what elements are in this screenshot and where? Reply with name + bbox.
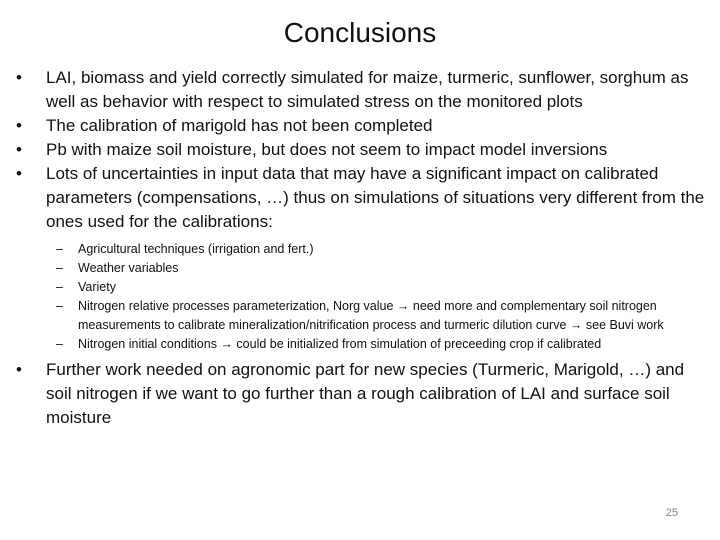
bullet-item [16, 138, 706, 162]
sub-bullet-text-part: could be initialized from simulation of preceeding crop if calibrated [232, 337, 602, 351]
bullet-text: Lots of uncertainties in input data that may have a significant impact on calibrated parameters (compensations, …) thus on simulations of situations very different from the ones used for the calibrations: [46, 164, 705, 231]
sub-bullet-text-part: Nitrogen initial conditions [78, 337, 221, 351]
sub-bullet-text [78, 335, 706, 354]
dash-mark: – [56, 242, 63, 256]
bullet-text: Further work needed on agronomic part for new species (Turmeric, Marigold, …) and soil nitrogen if we want to go further than a rough calibration of LAI and surface soil moisture [46, 360, 685, 427]
bullet-mark: • [16, 68, 22, 87]
slide-title: Conclusions [283, 17, 437, 48]
dash-mark: – [56, 299, 63, 313]
sub-bullet-text-part: Nitrogen relative processes parameterization, Norg value [78, 299, 397, 313]
bullet-mark: • [16, 360, 22, 379]
bullet-item [16, 162, 706, 234]
slide-body [16, 66, 706, 430]
bullet-item [16, 66, 706, 114]
sub-bullet-item [56, 278, 706, 297]
sub-bullet-text-part: need more and complementary soil nitrogen measurements to calibrate mineralization/nitrification process and turmeric dilution curve [78, 299, 657, 332]
sub-bullet-text-part: see Buvi work [582, 318, 664, 332]
dash-mark: – [56, 337, 63, 351]
bullet-mark: • [16, 140, 22, 159]
arrow-right-icon: → [569, 318, 583, 332]
bullet-mark: • [16, 116, 22, 135]
sub-bullet-text: Weather variables [78, 261, 179, 275]
bullet-item [16, 114, 706, 138]
sub-bullet-text [78, 297, 706, 335]
sub-bullet-item [56, 240, 706, 259]
sub-bullet-item [56, 259, 706, 278]
sub-bullet-item [56, 297, 706, 335]
arrow-right-icon: → [396, 299, 410, 313]
bullet-item [16, 358, 706, 430]
sub-bullet-item [56, 335, 706, 354]
sub-bullet-list [56, 240, 706, 354]
bullet-text: LAI, biomass and yield correctly simulated for maize, turmeric, sunflower, sorghum as well as behavior with respect to simulated stress on the monitored plots [46, 68, 689, 111]
dash-mark: – [56, 261, 63, 275]
bullet-mark: • [16, 164, 22, 183]
bullet-text: The calibration of marigold has not been completed [46, 116, 433, 135]
dash-mark: – [56, 280, 63, 294]
page-number: 25 [665, 507, 678, 519]
arrow-right-icon: → [220, 337, 233, 351]
sub-bullet-text: Variety [78, 280, 116, 294]
bullet-text: Pb with maize soil moisture, but does not seem to impact model inversions [46, 140, 608, 159]
sub-bullet-text: Agricultural techniques (irrigation and fert.) [78, 242, 314, 256]
